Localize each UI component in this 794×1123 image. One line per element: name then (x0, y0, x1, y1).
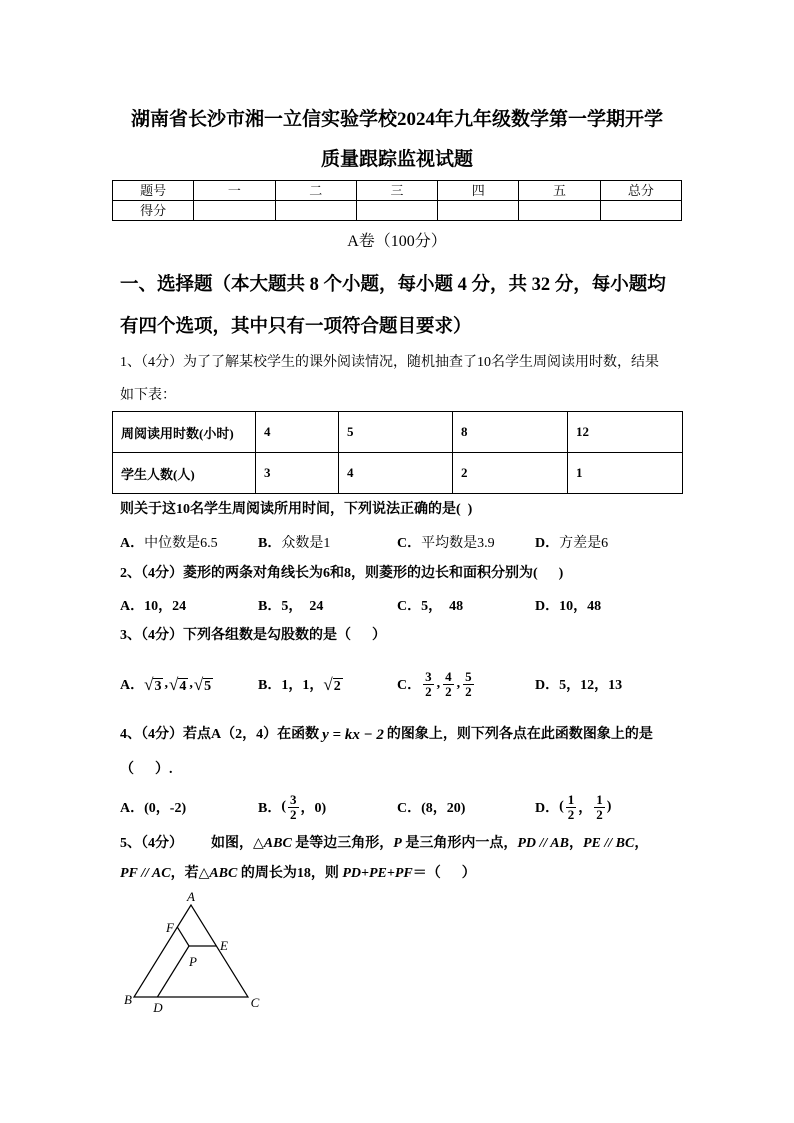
q4-stem-pre: 4、（4分）若点A（2，4）在函数 (120, 727, 320, 742)
q1-option-c (397, 532, 495, 552)
table-cell: 周阅读用时数(小时) (113, 412, 256, 453)
q5-text: 如图， (211, 836, 253, 851)
score-cell (600, 201, 681, 221)
q1-option-d (535, 532, 608, 552)
q5-text: ＝（ ） (412, 866, 476, 881)
q1-stem: 则关于这10名学生周阅读所用时间，下列说法正确的是( ) (120, 502, 473, 517)
q4-answer-blank: （ ）. (120, 762, 173, 777)
table-cell: 4 (339, 453, 453, 494)
radicand: 3 (154, 678, 162, 694)
q1-option-b (258, 532, 330, 552)
q3-stem: 3、（4分）下列各组数是勾股数的是（ ） (120, 628, 386, 643)
denominator: 2 (445, 683, 452, 699)
separator: , (436, 676, 441, 691)
q5-text: 是等边三角形， (291, 836, 394, 851)
radical (323, 675, 342, 694)
q5-line-1 (120, 834, 648, 854)
option-label: B． (258, 801, 282, 816)
q5-text: ， (634, 836, 649, 851)
q3-option-b (258, 666, 343, 702)
radical-sign: √ (193, 674, 204, 694)
score-header-cell: 二 (275, 181, 356, 201)
numerator: 5 (465, 668, 472, 684)
radical-sign: √ (144, 674, 154, 694)
segment-pf (177, 927, 189, 946)
numerator: 3 (425, 668, 432, 684)
triangle-abc (134, 905, 248, 997)
section-1-heading-line-1: 一、选择题（本大题共 8 个小题，每小题 4 分，共 32 分，每小题均 (120, 275, 666, 295)
radical (169, 675, 188, 694)
option-label: D． (535, 678, 560, 693)
numerator: 1 (596, 791, 603, 807)
q2-option-a (120, 595, 186, 615)
score-cell (519, 201, 600, 221)
radical-sign: √ (168, 674, 179, 694)
score-cell (438, 201, 519, 221)
denominator: 2 (465, 683, 472, 699)
denominator: 2 (567, 806, 575, 822)
q5-math: PF // AC (120, 866, 171, 881)
q2-options (0, 595, 794, 615)
label-c: C (250, 995, 260, 1010)
q1-option-a (120, 532, 218, 552)
label-b: B (124, 992, 132, 1007)
score-header-cell: 总分 (600, 181, 681, 201)
radical (144, 675, 163, 694)
label-e: E (220, 938, 228, 953)
q2-option-b (258, 595, 323, 615)
score-header-cell: 五 (519, 181, 600, 201)
q3-options (0, 666, 794, 702)
table-cell: 4 (256, 412, 339, 453)
q4-formula: y = kx − 2 (322, 727, 384, 743)
separator: , (456, 676, 461, 691)
fraction (443, 670, 454, 699)
segment-pd (157, 946, 189, 997)
close-text: ，0) (300, 801, 327, 816)
score-header-cell: 四 (438, 181, 519, 201)
q5-math: △ABC (198, 866, 238, 881)
q4-option-a (120, 789, 186, 825)
option-text: 5，12，13 (559, 678, 623, 693)
triangle-diagram (118, 888, 263, 1018)
separator: ， (578, 801, 593, 816)
q1-options (0, 532, 794, 552)
option-text: 众数是1 (281, 536, 331, 551)
label-f: F (166, 920, 174, 935)
option-text: 5， 24 (281, 599, 324, 614)
q1-line-1: 1、（4分）为了了解某校学生的课外阅读情况，随机抽查了10名学生周阅读用时数，结果 (120, 355, 659, 370)
option-text: 5， 48 (421, 599, 464, 614)
table-cell: 1 (568, 453, 683, 494)
q5-math: PE // BC (582, 836, 635, 851)
q5-text: ， (568, 836, 583, 851)
radical-sign: √ (323, 674, 333, 694)
score-cell (275, 201, 356, 221)
score-cell (356, 201, 437, 221)
option-label: D． (535, 599, 560, 614)
open-paren: ( (281, 799, 287, 814)
q4-option-b (258, 789, 326, 825)
q4-option-d (535, 789, 611, 825)
separator: , (189, 676, 193, 691)
title-line-1: 湖南省长沙市湘一立信实验学校2024年九年级数学第一学期开学 (130, 109, 663, 130)
q3-option-c (397, 666, 476, 702)
q5-number: 5、（4分） (120, 836, 183, 851)
title-line-2: 质量跟踪监视试题 (320, 149, 473, 170)
radicand: 5 (204, 678, 212, 694)
numerator: 1 (567, 791, 575, 807)
option-text: 10，24 (144, 599, 187, 614)
option-label: B． (258, 678, 282, 693)
option-label: D． (535, 801, 560, 816)
fraction (288, 793, 299, 822)
fraction (463, 670, 474, 699)
table-cell: 3 (256, 453, 339, 494)
fraction-list (421, 670, 476, 699)
option-text: (0，-2) (144, 801, 187, 816)
option-label: C． (397, 678, 422, 693)
score-table (112, 180, 682, 221)
fraction (423, 670, 434, 699)
table-cell: 学生人数(人) (113, 453, 256, 494)
section-1-heading-line-2: 有四个选项，其中只有一项符合题目要求） (120, 317, 472, 337)
q5-text: 是三角形内一点， (401, 836, 518, 851)
denominator: 2 (425, 683, 432, 699)
option-text: (8，20) (421, 801, 466, 816)
table-cell: 8 (453, 412, 568, 453)
option-label: C． (397, 536, 422, 551)
q5-math: P (393, 836, 402, 851)
q4-stem (120, 723, 653, 747)
q4-option-c (397, 789, 465, 825)
q1-reading-table (112, 411, 683, 494)
table-cell: 12 (568, 412, 683, 453)
radical (194, 675, 213, 694)
option-label: C． (397, 599, 422, 614)
denominator: 2 (290, 806, 297, 822)
option-text: 中位数是6.5 (144, 536, 218, 551)
table-cell: 2 (453, 453, 568, 494)
q2-option-d (535, 595, 601, 615)
option-label: C． (397, 801, 422, 816)
option-text: 1，1， (281, 678, 324, 693)
separator: , (164, 676, 168, 691)
option-text: 10，48 (559, 599, 602, 614)
numerator: 3 (290, 791, 297, 807)
q3-option-d (535, 666, 622, 702)
radicand: 2 (333, 678, 341, 694)
option-text: 方差是6 (559, 536, 609, 551)
label-a: A (187, 889, 195, 904)
q5-text: ，若 (170, 866, 199, 881)
option-label: A． (120, 801, 145, 816)
open-paren: ( (559, 799, 564, 814)
table-row-hours (113, 412, 683, 453)
q2-option-c (397, 595, 463, 615)
score-header-cell: 一 (194, 181, 275, 201)
q5-math: PD+PE+PF (342, 866, 413, 881)
part-a-heading: A卷（100分） (347, 233, 447, 250)
q2-stem: 2、（4分）菱形的两条对角线长为6和8，则菱形的边长和面积分别为( ) (120, 566, 564, 581)
option-label: A． (120, 536, 145, 551)
fraction (566, 793, 577, 822)
option-label: A． (120, 599, 145, 614)
option-label: B． (258, 536, 282, 551)
option-label: D． (535, 536, 560, 551)
option-text: 平均数是3.9 (421, 536, 495, 551)
q5-math: PD // AB (517, 836, 569, 851)
radicand: 4 (179, 678, 187, 694)
q5-line-2 (120, 864, 476, 884)
score-row-label: 得分 (113, 201, 194, 221)
radical-list (144, 675, 213, 694)
q4-stem-post: 的图象上，则下列各点在此函数图象上的是 (386, 727, 653, 742)
denominator: 2 (596, 806, 603, 822)
q5-text: 的周长为18，则 (237, 866, 343, 881)
score-header-cell: 三 (356, 181, 437, 201)
close-paren: ) (606, 799, 612, 814)
fraction (594, 793, 605, 822)
table-cell: 5 (339, 412, 453, 453)
table-row-students (113, 453, 683, 494)
score-table-header-row (113, 181, 682, 201)
radical-expression (323, 675, 342, 694)
option-label: A． (120, 678, 145, 693)
numerator: 4 (445, 668, 452, 684)
label-d: D (153, 1000, 163, 1015)
q3-option-a (120, 666, 213, 702)
option-label: B． (258, 599, 282, 614)
score-cell (194, 201, 275, 221)
score-header-cell: 题号 (113, 181, 194, 201)
q1-line-2: 如下表： (120, 388, 176, 403)
label-p: P (189, 954, 197, 969)
q4-options (0, 789, 794, 825)
q5-math: △ABC (253, 836, 292, 851)
score-table-score-row (113, 201, 682, 221)
